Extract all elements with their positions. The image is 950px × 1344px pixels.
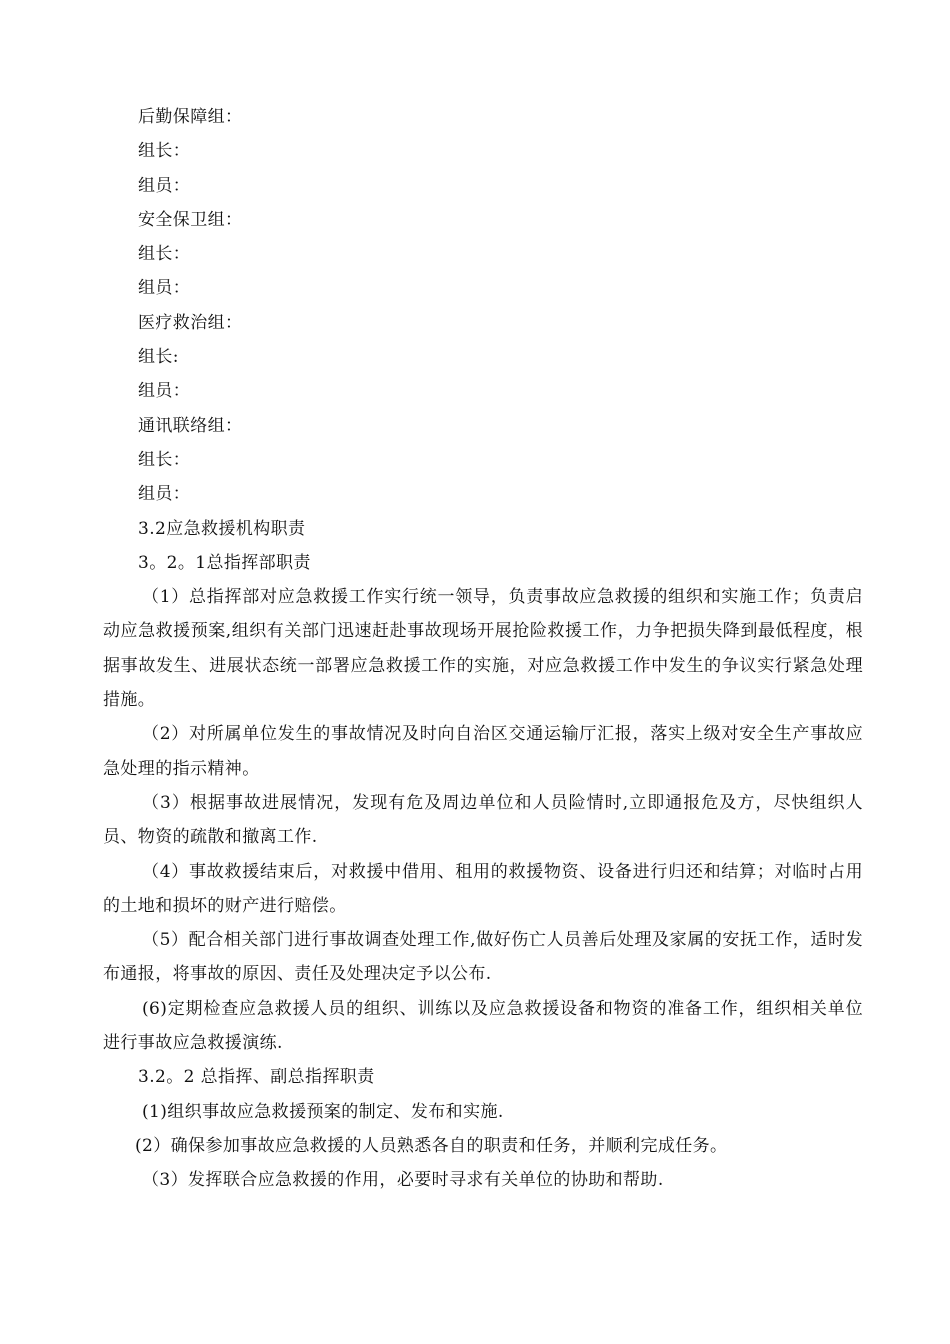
group-member-communication: 组员： [138, 484, 191, 505]
section-heading-3-2: 3.2应急救援机构职责 [138, 518, 306, 539]
group-member-security: 组员： [138, 278, 191, 299]
group-member-logistics: 组员： [138, 175, 191, 196]
section-heading-3-2-2: 3.2。2 总指挥、副总指挥职责 [138, 1067, 375, 1088]
group-heading-logistics: 后勤保障组： [138, 107, 243, 127]
duty-paragraph-3: （3）根据事故进展情况，发现有危及周边单位和人员险情时,立即通报危及方，尽快组织人员、物资的疏散和撤离工作. [103, 792, 863, 848]
group-leader-medical: 组长: [138, 347, 179, 368]
group-heading-communication: 通讯联络组： [138, 415, 243, 436]
duty-paragraph-5: （5）配合相关部门进行事故调查处理工作,做好伤亡人员善后处理及家属的安抚工作，适时发布通报，将事故的原因、责任及处理决定予以公布. [103, 930, 863, 985]
commander-duty-3: （3）发挥联合应急救援的作用，必要时寻求有关单位的协助和帮助. [142, 1170, 664, 1191]
duty-paragraph-6: (6)定期检查应急救援人员的组织、训练以及应急救援设备和物资的准备工作，组织相关单位进行事故应急救援演练. [103, 998, 863, 1054]
document-body [103, 100, 863, 1198]
group-member-medical: 组员： [138, 381, 191, 402]
commander-duty-1: (1)组织事故应急救援预案的制定、发布和实施. [142, 1101, 504, 1122]
group-leader-logistics: 组长： [138, 141, 191, 162]
group-heading-security: 安全保卫组： [138, 209, 243, 230]
commander-duty-2: (2）确保参加事故应急救援的人员熟悉各自的职责和任务，并顺利完成任务。 [135, 1135, 728, 1156]
duty-paragraph-4: （4）事故救援结束后，对救援中借用、租用的救援物资、设备进行归还和结算；对临时占用的土地和损坏的财产进行赔偿。 [103, 861, 863, 916]
group-leader-communication: 组长： [138, 449, 191, 470]
group-heading-medical: 医疗救治组： [138, 312, 243, 333]
section-heading-3-2-1: 3。2。1总指挥部职责 [138, 552, 311, 573]
group-leader-security: 组长： [138, 244, 191, 265]
duty-paragraph-1: （1）总指挥部对应急救援工作实行统一领导，负责事故应急救援的组织和实施工作；负责启动应急救援预案,组织有关部门迅速赶赴事故现场开展抢险救援工作，力争把损失降到最低程度，根据事故发生、进展状态统一部署应急救援工作的实施，对应急救援工作中发生的争议实行紧急处理措施。 [103, 587, 863, 711]
duty-paragraph-2: （2）对所属单位发生的事故情况及时向自治区交通运输厅汇报，落实上级对安全生产事故应急处理的指示精神。 [103, 724, 863, 779]
